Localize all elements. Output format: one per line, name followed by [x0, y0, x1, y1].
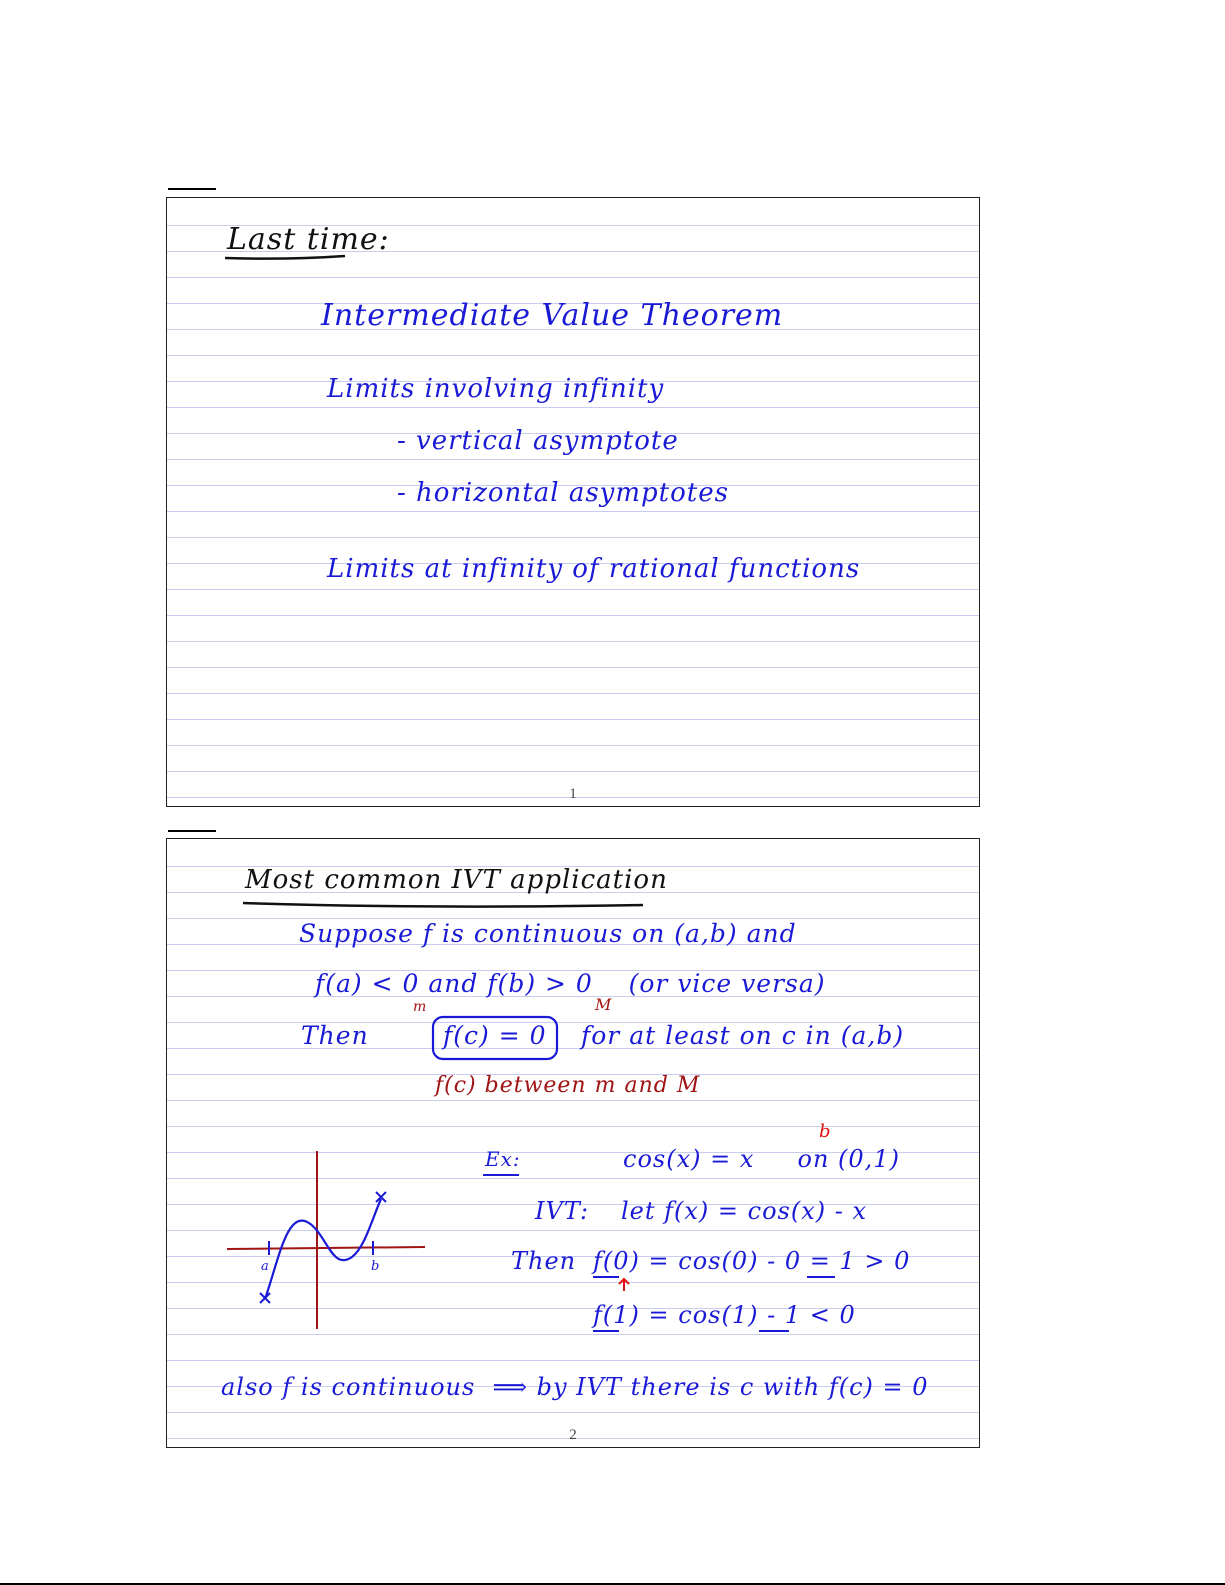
slide2-f1: f(1) = cos(1) - 1 < 0: [593, 1301, 856, 1329]
slide-2: [166, 838, 980, 1448]
slide2-then-2: Then: [511, 1247, 577, 1275]
slide2-conclusion: also f is continuous ⟹ by IVT there is c with f(c) = 0: [221, 1373, 929, 1401]
slide2-line-at-least: for at least on c in (a,b): [581, 1021, 905, 1050]
slide2-tab-mark: [168, 830, 216, 832]
slide2-mark-M: M: [595, 995, 613, 1014]
slide2-then: Then: [301, 1021, 369, 1050]
slide2-line-suppose: Suppose f is continuous on (a,b) and: [299, 919, 797, 948]
slide2-ex-label: Ex:: [485, 1147, 521, 1171]
slide1-item-rational: Limits at infinity of rational functions: [327, 554, 861, 584]
slide2-page-number: 2: [569, 1427, 577, 1443]
slide1-item-ivt: Intermediate Value Theorem: [321, 298, 784, 333]
slide2-f0: f(0) = cos(0) - 0 = 1 > 0: [593, 1247, 911, 1275]
slide1-tab-mark: [168, 188, 216, 190]
slide2-ex-b: b: [819, 1121, 832, 1142]
slide1-page-number: 1: [569, 786, 577, 802]
slide2-mark-m: m: [413, 999, 428, 1015]
slide1-heading: Last time:: [227, 222, 390, 257]
slide2-boxed-fc: f(c) = 0: [443, 1021, 547, 1050]
slide2-graph-b-label: b: [371, 1259, 381, 1274]
slide1-item-horizontal: - horizontal asymptotes: [397, 478, 729, 508]
slide2-note-between: f(c) between m and M: [435, 1073, 701, 1098]
slide2-graph-a-label: a: [261, 1259, 270, 1274]
slide2-line-fa-fb: f(a) < 0 and f(b) > 0 (or vice versa): [315, 969, 826, 998]
slide1-item-limits-infinity: Limits involving infinity: [327, 374, 665, 404]
slide1-item-vertical: - vertical asymptote: [397, 426, 679, 456]
slide2-ivt-def: let f(x) = cos(x) - x: [621, 1197, 868, 1225]
slide2-ivt-label: IVT:: [535, 1197, 590, 1225]
slide-1: [166, 197, 980, 807]
slide2-ex-equation: cos(x) = x on (0,1): [623, 1145, 900, 1173]
slide2-heading: Most common IVT application: [245, 865, 668, 895]
